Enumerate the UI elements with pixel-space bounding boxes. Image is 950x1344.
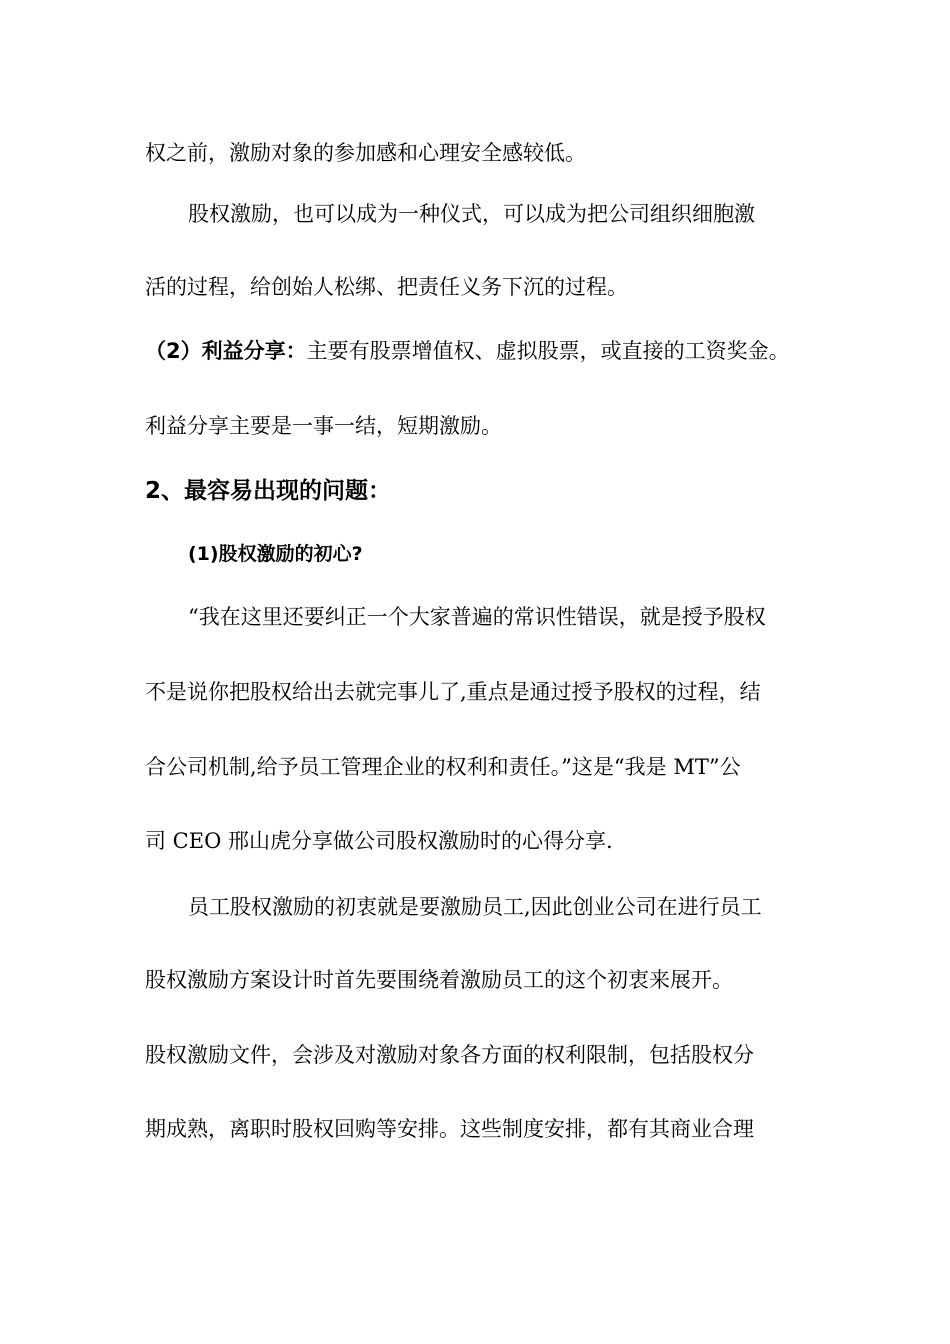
paragraph-line: 不是说你把股权给出去就完事儿了,重点是通过授予股权的过程，结 xyxy=(145,680,761,704)
paragraph-line: 员工股权激励的初衷就是要激励员工,因此创业公司在进行员工 xyxy=(188,895,762,919)
paragraph-line: 利益分享主要是一事一结，短期激励。 xyxy=(145,414,502,438)
section-heading: 2、最容易出现的问题： xyxy=(145,478,392,504)
paragraph-line: 司 CEO 邢山虎分享做公司股权激励时的心得分享. xyxy=(145,829,613,853)
paragraph-line: 权之前，激励对象的参加感和心理安全感较低。 xyxy=(145,141,586,165)
paragraph-line: 股权激励文件，会涉及对激励对象各方面的权利限制，包括股权分 xyxy=(145,1043,754,1067)
paragraph-line: 股权激励，也可以成为一种仪式，可以成为把公司组织细胞激 xyxy=(188,202,755,226)
inline-bold-label: （2）利益分享： xyxy=(145,339,307,363)
paragraph-line: “我在这里还要纠正一个大家普遍的常识性错误，就是授予股权 xyxy=(188,605,766,629)
subsection-heading: (1)股权激励的初心? xyxy=(188,543,363,565)
paragraph-line: 期成熟，离职时股权回购等安排。这些制度安排，都有其商业合理 xyxy=(145,1117,754,1141)
paragraph-line: 活的过程，给创始人松绑、把责任义务下沉的过程。 xyxy=(145,275,628,299)
inline-text: 主要有股票增值权、虚拟股票，或直接的工资奖金。 xyxy=(306,339,790,363)
paragraph-line xyxy=(145,336,790,366)
paragraph-line: 合公司机制,给予员工管理企业的权利和责任。”这是“我是 MT”公 xyxy=(145,755,741,779)
paragraph-line: 股权激励方案设计时首先要围绕着激励员工的这个初衷来展开。 xyxy=(145,968,733,992)
